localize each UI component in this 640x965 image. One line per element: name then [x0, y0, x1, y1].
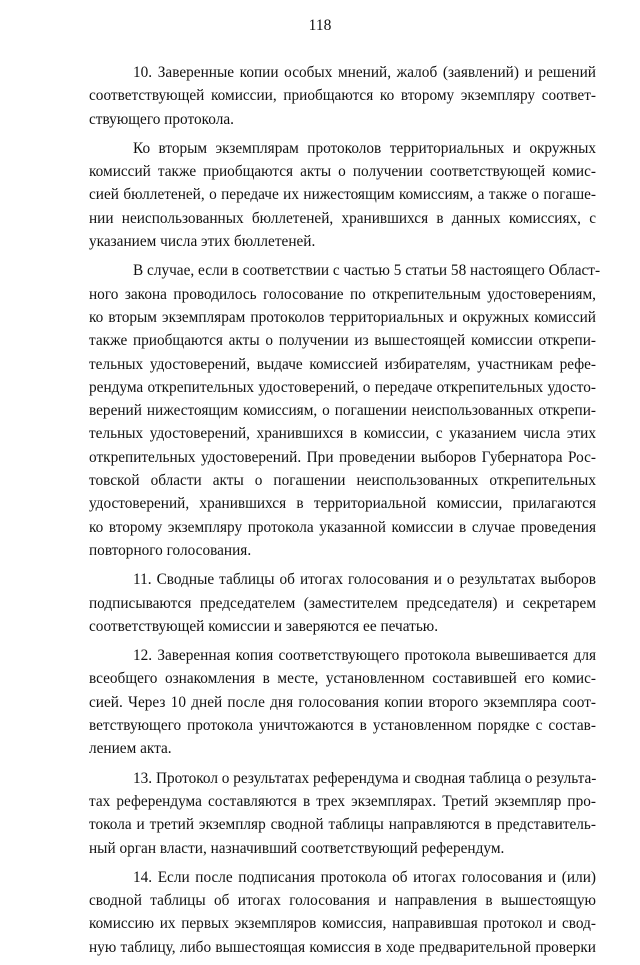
text-line: также приобщаются акты о получении из вышестоящей комиссии открепи- — [89, 332, 596, 350]
paragraph — [89, 644, 596, 760]
text-line: тельных удостоверений, хранившихся в комиссии, с указанием числа этих — [89, 425, 596, 443]
text-line: указанием числа этих бюллетеней. — [89, 233, 316, 251]
text-line: 10. Заверенные копии особых мнений, жалоб (заявлений) и решений — [133, 64, 596, 81]
text-line: товской области акты о погашении неиспользованных открепительных — [89, 472, 596, 490]
text-line: токола и третий экземпляр сводной таблицы направляются в представитель- — [89, 816, 596, 834]
text-line: 13. Протокол о результатах референдума и сводная таблица о результа- — [133, 769, 597, 787]
text-line: комиссию их первых экземпляров комиссия, направившая протокол и свод- — [89, 915, 596, 933]
text-line: комиссий также приобщаются акты о получении соответствующей комис- — [89, 163, 596, 181]
text-line: верений нижестоящим комиссиям, о погашении неиспользованных открепи- — [89, 402, 596, 420]
text-line: подписываются председателем (заместителем председателя) и секретарем — [89, 594, 596, 612]
text-line: всеобщего ознакомления в месте, установленном составившей его комис- — [89, 670, 596, 688]
text-line: ствующего протокола. — [89, 110, 234, 128]
text-line: ного закона проводилось голосование по открепительным удостоверениям, — [89, 285, 596, 303]
text-line: соответствующей комиссии и заверяются ее печатью. — [89, 617, 439, 635]
page-number: 118 — [308, 17, 332, 34]
text-line: ко второму экземпляру протокола указанной комиссии в случае проведения — [89, 518, 596, 536]
text-line: ветствующего протокола уничтожаются в установленном порядке с состав- — [89, 717, 596, 735]
paragraph — [89, 61, 596, 131]
text-line: лением акта. — [89, 740, 172, 758]
text-line: открепительных удостоверений. При проведении выборов Губернатора Рос- — [89, 448, 596, 466]
paragraph — [89, 568, 596, 638]
text-line: В случае, если в соответствии с частью 5 статьи 58 настоящего Област- — [133, 262, 601, 280]
text-line: 14. Если после подписания протокола об итогах голосования и (или) — [133, 868, 596, 886]
text-line: рендума открепительных удостоверений, о передаче открепительных удосто- — [89, 378, 596, 396]
text-line: тельных удостоверений, выдаче комиссией избирателям, участникам рефе- — [89, 355, 596, 373]
text-line: сводной таблицы об итогах голосования и направления в вышестоящую — [89, 892, 596, 910]
paragraph — [89, 259, 601, 562]
text-line: соответствующей комиссии, приобщаются ко второму экземпляру соответ- — [89, 87, 596, 105]
text-line: тах референдума составляются в трех экземплярах. Третий экземпляр про- — [89, 792, 596, 810]
text-line: ный орган власти, назначивший соответствующий референдум. — [89, 839, 505, 857]
paragraph — [89, 137, 596, 253]
text-line: удостоверений, хранившихся в территориальной комиссии, прилагаются — [89, 495, 596, 513]
text-line: сией. Через 10 дней после дня голосования копии второго экземпляра соот- — [89, 693, 596, 711]
text-line: 12. Заверенная копия соответствующего протокола вывешивается для — [133, 647, 596, 665]
paragraph — [89, 866, 596, 959]
text-line: ную таблицу, либо вышестоящая комиссия в ходе предварительной проверки — [89, 938, 596, 956]
paragraph — [89, 767, 596, 860]
document-body — [89, 61, 601, 965]
text-line: ко вторым экземплярам протоколов территориальных и окружных комиссий — [89, 308, 596, 326]
text-line: нии неиспользованных бюллетеней, хранившихся в данных комиссиях, с — [89, 209, 596, 227]
text-line: 11. Сводные таблицы об итогах голосования и о результатах выборов — [133, 571, 596, 589]
text-line: сией бюллетеней, о передаче их нижестоящим комиссиям, а также о погаше- — [89, 186, 596, 204]
text-line: Ко вторым экземплярам протоколов территориальных и окружных — [133, 139, 596, 157]
text-line: повторного голосования. — [89, 541, 252, 559]
